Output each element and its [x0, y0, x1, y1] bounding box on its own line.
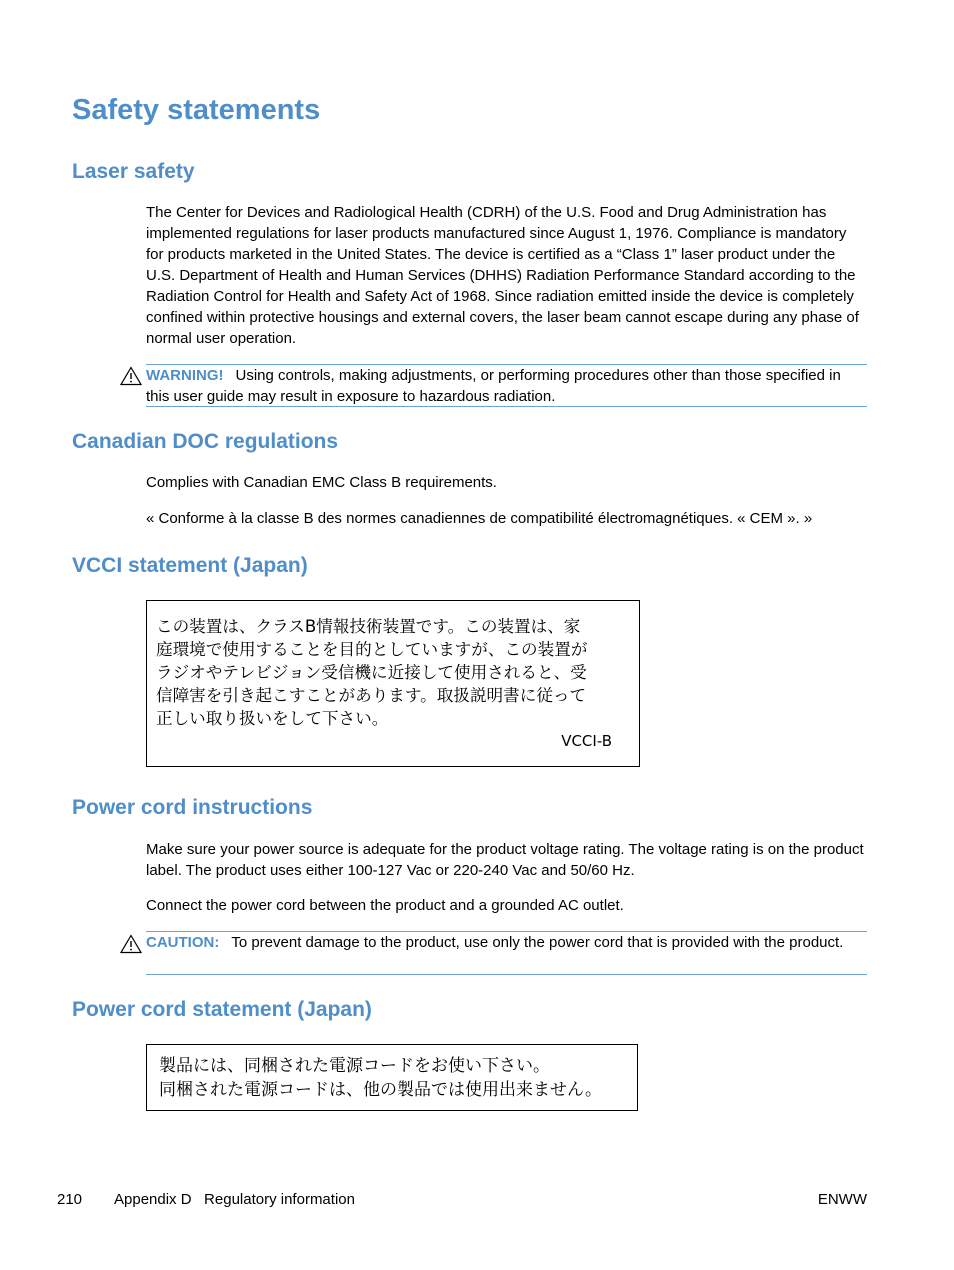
footer-chapter: Appendix D Regulatory information: [114, 1191, 355, 1208]
power-cord-japan-line: 製品には、同梱された電源コードをお使い下さい。: [159, 1056, 550, 1076]
warning-label: WARNING!: [146, 367, 224, 384]
canadian-para-2: « Conforme à la classe B des normes canadiennes de compatibilité électromagnétiques. « CEM ». »: [146, 510, 813, 527]
caution-triangle-icon: [120, 934, 142, 954]
vcci-statement-box: [146, 600, 640, 767]
canadian-para-1: Complies with Canadian EMC Class B requirements.: [146, 474, 497, 491]
page-title: Safety statements: [72, 94, 321, 126]
power-cord-caution-note: [146, 931, 867, 975]
power-cord-japan-line: 同梱された電源コードは、他の製品では使用出来ません。: [159, 1080, 603, 1100]
heading-vcci: VCCI statement (Japan): [72, 554, 308, 577]
warning-text: Using controls, making adjustments, or performing procedures other than those specified in this user guide may result in exposure to hazardous radiation.: [146, 367, 841, 405]
caution-label: CAUTION:: [146, 934, 220, 951]
caution-text: To prevent damage to the product, use only the power cord that is provided with the product.: [231, 934, 844, 951]
vcci-line: 正しい取り扱いをして下さい。: [156, 709, 389, 728]
heading-power-cord: Power cord instructions: [72, 796, 313, 819]
heading-canadian-doc: Canadian DOC regulations: [72, 430, 339, 453]
footer-right: ENWW: [817, 1191, 867, 1208]
vcci-line: この装置は、クラスB情報技術装置です。この装置は、家: [156, 617, 581, 636]
power-cord-japan-box: [146, 1044, 638, 1111]
power-cord-para-2: Connect the power cord between the product and a grounded AC outlet.: [146, 897, 624, 914]
laser-safety-body: The Center for Devices and Radiological Health (CDRH) of the U.S. Food and Drug Administration has implemented regulations for laser products manufactured since August 1, 1976. Compliance is mandatory for products marketed in the United States. The device is certified as a “Class 1” laser product under the U.S. Department of Health and Human Services (DHHS) Radiation Performance Standard according to the Radiation Control for Health and Safety Act of 1968. Since radiation emitted inside the device is completely confined within protective housings and external covers, the laser beam cannot escape during any phase of normal user operation.: [146, 204, 859, 347]
heading-laser-safety: Laser safety: [72, 160, 195, 183]
vcci-line: ラジオやテレビジョン受信機に近接して使用されると、受: [156, 663, 587, 682]
footer-page-number: 210: [57, 1191, 83, 1208]
heading-power-cord-japan: Power cord statement (Japan): [72, 998, 372, 1021]
warning-triangle-icon: [120, 366, 142, 386]
power-cord-para-1: Make sure your power source is adequate for the product voltage rating. The voltage rating is on the product label. The product uses either 100-127 Vac or 220-240 Vac and 50/60 Hz.: [146, 841, 864, 879]
vcci-mark: VCCI-B: [561, 732, 612, 750]
vcci-line: 庭環境で使用することを目的としていますが、この装置が: [156, 640, 588, 659]
vcci-line: 信障害を引き起こすことがあります。取扱説明書に従って: [156, 686, 587, 705]
laser-warning-note: [146, 364, 867, 407]
